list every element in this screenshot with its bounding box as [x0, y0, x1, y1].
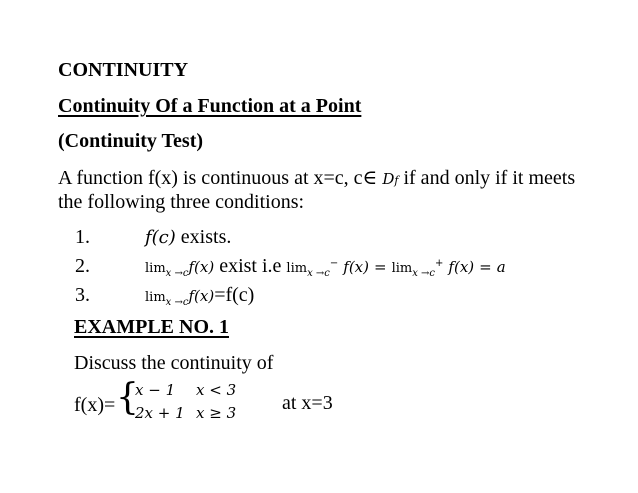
condition-2-eq-1: = — [373, 258, 387, 276]
condition-1-fc: f(c) — [145, 227, 176, 248]
intro-text-a: A function f(x) is continuous at x=c, c∈ — [58, 167, 383, 189]
condition-2-lim: lim — [145, 261, 166, 276]
condition-2-left-fx: f(x) — [343, 258, 369, 276]
domain-symbol: D — [382, 170, 395, 188]
piece-2-expr: 2x + 1 — [135, 404, 185, 422]
condition-2-lim-sub: x →c — [165, 268, 189, 279]
condition-2-number: 2. — [75, 255, 90, 277]
condition-3 — [145, 284, 254, 307]
example-heading: EXAMPLE NO. 1 — [74, 316, 229, 338]
at-point-text: at x=3 — [282, 392, 333, 414]
condition-3-number: 3. — [75, 284, 90, 306]
condition-2-fx: f(x) — [188, 258, 215, 276]
piece-2-cond: x ≥ 3 — [196, 404, 237, 422]
section-subheading: Continuity Of a Function at a Point — [58, 95, 362, 117]
condition-1 — [145, 226, 231, 249]
condition-2 — [145, 255, 506, 278]
condition-3-fx: f(x) — [188, 287, 215, 305]
function-label: f(x)= — [74, 394, 116, 416]
condition-2-right-lim: lim — [391, 261, 413, 276]
intro-line-1 — [58, 165, 575, 190]
condition-1-number: 1. — [75, 226, 90, 248]
condition-2-left-lim-sub: x →c — [307, 268, 330, 279]
condition-2-right-lim-sup: + — [435, 258, 444, 269]
piece-1-cond: x < 3 — [196, 381, 237, 399]
condition-2-left-lim: lim — [286, 261, 308, 276]
discuss-text: Discuss the continuity of — [74, 352, 274, 374]
condition-2-left-lim-sup: − — [329, 258, 339, 269]
condition-1-text: exists. — [180, 226, 232, 248]
test-heading: (Continuity Test) — [58, 130, 204, 152]
condition-3-lim-sub: x →c — [165, 297, 189, 308]
condition-3-lim: lim — [145, 290, 166, 305]
piecewise-brace: { — [116, 377, 139, 418]
condition-3-eq: =f(c) — [214, 284, 255, 306]
condition-2-eq-2: = — [479, 258, 492, 276]
intro-text-b: if and only if it meets — [403, 167, 576, 189]
domain-subscript: f — [394, 174, 399, 187]
condition-2-right-lim-sub: x →c — [412, 268, 436, 279]
condition-2-text: exist i.e — [219, 255, 282, 277]
page-heading: CONTINUITY — [58, 59, 189, 81]
condition-2-limit-value: a — [496, 258, 506, 276]
intro-line-2: the following three conditions: — [58, 191, 305, 213]
piece-1-expr: x − 1 — [135, 381, 176, 399]
condition-2-right-fx: f(x) — [448, 258, 475, 276]
